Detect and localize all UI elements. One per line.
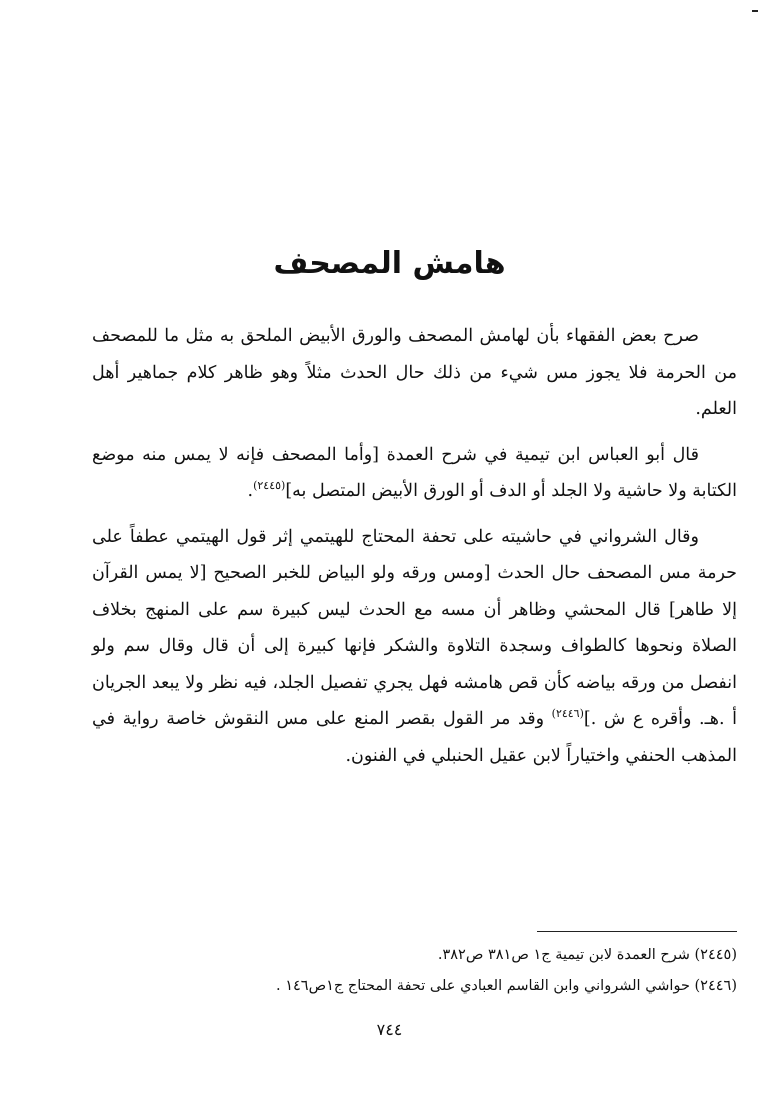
footnote-ref-2446[interactable]: (٢٤٤٦): [551, 707, 584, 721]
paragraph-1: [92, 318, 737, 428]
main-text: [92, 318, 737, 783]
page-title: هامش المصحف: [273, 246, 506, 282]
paragraph-3: [92, 519, 737, 775]
paragraph-1-text: صرح بعض الفقهاء بأن لهامش المصحف والورق الأبيض الملحق به مثل ما للمصحف من الحرمة فلا يجوز مس شيء من ذلك حال الحدث مثلاً وهو ظاهر كلام جماهير أهل العلم.: [92, 326, 737, 419]
paragraph-3-text: وقال الشرواني في حاشيته على تحفة المحتاج للهيتمي إثر قول الهيتمي عطفاً على حرمة مس المصحف حال الحدث [ومس ورقه ولو البياض للخبر الصحيح [لا يمس القرآن إلا طاهر] قال المحشي وظاهر أن مسه مع الحدث ليس كبيرة سم على المنهج بخلاف الصلاة ونحوها كالطواف وسجدة التلاوة والشكر فإنها كبيرة إلى أن قال وقال سم ولو انفصل من ورقه بياضه كأن قص هامشه فهل يجري تفصيل الجلد، فيه نظر ولا يبعد الجريان أ .هـ. وأقره ع ش .]: [92, 526, 737, 729]
scan-corner-mark: [752, 10, 758, 12]
paragraph-2-text: قال أبو العباس ابن تيمية في شرح العمدة [وأما المصحف فإنه لا يمس منه موضع الكتابة ولا حاشية ولا الجلد أو الدف أو الورق الأبيض المتصل به]: [92, 444, 737, 501]
footnote-2445: (٢٤٤٥) شرح العمدة لابن تيمية ج١ ص٣٨١ ص٣٨٢.: [437, 947, 737, 963]
footnote-2446: (٢٤٤٦) حواشي الشرواني وابن القاسم العبادي على تحفة المحتاج ج١ص١٤٦ .: [275, 978, 737, 994]
page-number: ٧٤٤: [376, 1020, 403, 1039]
paragraph-3-end: وقد مر القول بقصر المنع على مس النقوش خاصة رواية في المذهب الحنفي واختياراً لابن عقيل الحنبلي في الفنون.: [92, 709, 737, 766]
footnote-divider: [537, 931, 737, 932]
paragraph-2-end: .: [247, 481, 254, 501]
paragraph-2: [92, 437, 737, 510]
footnote-ref-2445[interactable]: (٢٤٤٥): [253, 479, 286, 493]
footnotes: [150, 940, 737, 1002]
